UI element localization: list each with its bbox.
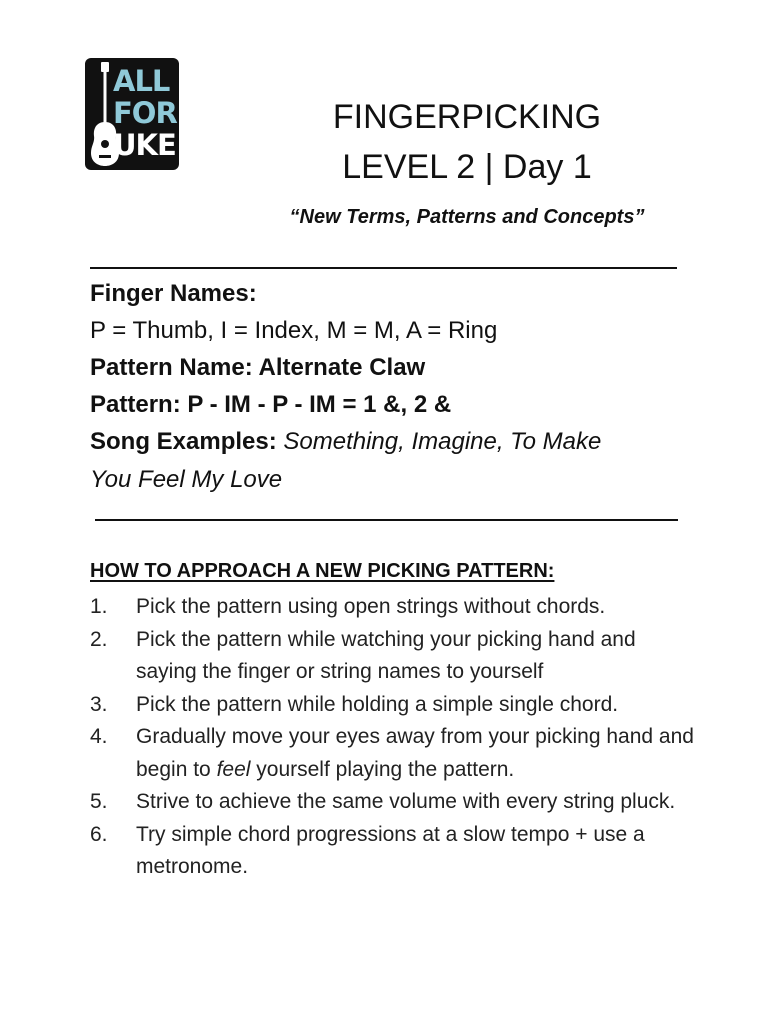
finger-names-label: Finger Names: — [90, 280, 257, 307]
step-text: Pick the pattern while holding a simple single chord. — [136, 692, 619, 716]
logo-word-for: FOR — [113, 96, 177, 130]
list-item — [90, 819, 700, 884]
finger-names-value: P = Thumb, I = Index, M = M, A = Ring — [90, 317, 498, 344]
step-number: 3. — [90, 692, 108, 716]
song-examples-value: Something, Imagine, To Make — [276, 428, 602, 455]
approach-steps-list — [90, 591, 700, 884]
step-number: 6. — [90, 822, 108, 846]
step-text-before: Gradually move your eyes away from your picking hand and begin to — [136, 725, 694, 781]
step-number: 4. — [90, 725, 108, 748]
divider-top — [90, 267, 677, 269]
list-item — [90, 624, 700, 689]
step-text: Strive to achieve the same volume with every string pluck. — [136, 790, 676, 813]
step-text: Pick the pattern while watching your picking hand and saying the finger or string names to yourself — [136, 627, 636, 683]
step-text: Try simple chord progressions at a slow tempo + use a metronome. — [136, 822, 645, 878]
song-examples-line-1 — [90, 423, 690, 460]
page-title-line-2: LEVEL 2 | Day 1 — [342, 148, 592, 186]
list-item — [90, 721, 700, 786]
step-number: 2. — [90, 627, 108, 651]
approach-heading: HOW TO APPROACH A NEW PICKING PATTERN: — [90, 560, 555, 582]
divider-bottom — [95, 519, 678, 521]
song-examples-label: Song Examples: — [90, 428, 277, 455]
list-item — [90, 591, 700, 624]
page-title-line-1: FINGERPICKING — [332, 98, 602, 136]
step-text-emphasis: feel — [216, 757, 251, 781]
step-text: Pick the pattern using open strings without chords. — [136, 595, 606, 618]
song-examples-line-2: You Feel My Love — [90, 466, 283, 493]
step-text-after: yourself playing the pattern. — [250, 757, 515, 781]
list-item — [90, 689, 700, 722]
all-for-uke-logo — [85, 58, 179, 170]
page-subtitle: “New Terms, Patterns and Concepts” — [289, 206, 645, 228]
list-item — [90, 786, 700, 819]
pattern-name: Pattern Name: Alternate Claw — [90, 354, 426, 381]
step-number: 5. — [90, 790, 108, 813]
step-number: 1. — [90, 595, 108, 618]
pattern: Pattern: P - IM - P - IM = 1 &, 2 & — [90, 391, 452, 418]
logo-word-uke: UKE — [113, 128, 176, 162]
logo-word-all: ALL — [113, 64, 170, 98]
